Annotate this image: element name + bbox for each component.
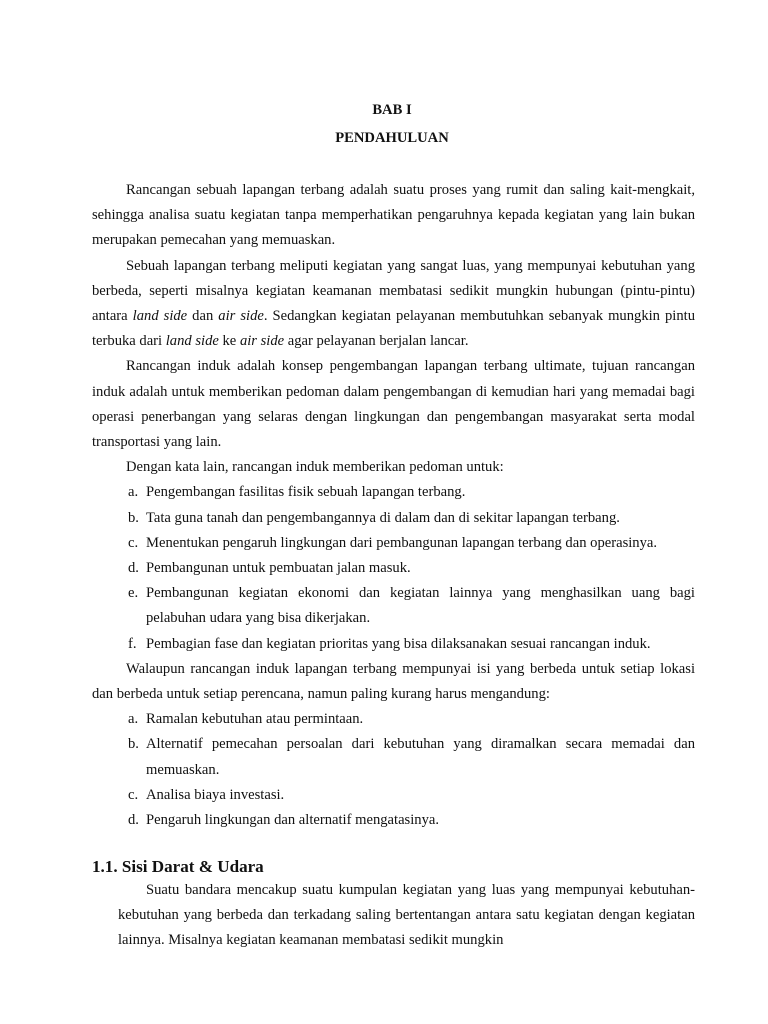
term-land-side: land side xyxy=(165,333,219,350)
paragraph-4: Dengan kata lain, rancangan induk memberikan pedoman untuk: xyxy=(126,459,504,476)
paragraph-5: Walaupun rancangan induk lapangan terbang mempunyai isi yang berbeda untuk setiap lokasi dan berbeda untuk setiap perencana, namun paling kurang harus mengandung: xyxy=(92,660,695,703)
list-marker: b. xyxy=(128,509,139,526)
list-marker: a. xyxy=(128,711,139,728)
list-marker: d. xyxy=(128,812,139,829)
list-item xyxy=(92,506,695,531)
list-item xyxy=(92,732,695,782)
term-land-side: land side xyxy=(132,308,188,325)
term-air-side: air side xyxy=(239,333,285,350)
list-marker: a. xyxy=(128,484,139,501)
list-item xyxy=(92,808,695,833)
list-item-text: Pembangunan kegiatan ekonomi dan kegiatan lainnya yang menghasilkan uang bagi pelabuhan udara yang bisa dikerjakan. xyxy=(146,585,695,627)
list-item xyxy=(92,632,695,657)
paragraph-2 xyxy=(92,254,695,355)
list-marker: f. xyxy=(128,635,137,652)
list-item-text: Menentukan pengaruh lingkungan dari pembangunan lapangan terbang dan operasinya. xyxy=(146,534,658,551)
list-marker: b. xyxy=(128,736,139,753)
list-marker: c. xyxy=(128,786,139,803)
list-marker: c. xyxy=(128,534,139,551)
master-plan-contents-list xyxy=(92,707,695,833)
list-marker: d. xyxy=(128,560,139,577)
list-item xyxy=(92,783,695,808)
paragraph-2-text: . Sedangkan kegiatan pelayanan membutuhkan sebanyak mungkin pintu terbuka dari xyxy=(92,308,695,350)
paragraph-2-text: ke xyxy=(218,333,240,350)
paragraph-1: Rancangan sebuah lapangan terbang adalah suatu proses yang rumit dan saling kait-mengkait, sehingga analisa suatu kegiatan tanpa memperhatikan pengaruhnya kepada kegiatan yang lain bukan merupakan pemecahan yang memuaskan. xyxy=(92,182,695,249)
chapter-body xyxy=(92,178,695,833)
list-item xyxy=(92,556,695,581)
section-heading: 1.1. Sisi Darat & Udara xyxy=(92,857,264,876)
list-item-text: Ramalan kebutuhan atau permintaan. xyxy=(146,711,364,728)
section-body xyxy=(118,878,695,954)
paragraph-2-text: dan xyxy=(187,308,219,325)
list-item-text: Pengembangan fasilitas fisik sebuah lapangan terbang. xyxy=(146,484,466,501)
master-plan-guidelines-list xyxy=(92,480,695,656)
paragraph-3: Rancangan induk adalah konsep pengembangan lapangan terbang ultimate, tujuan rancangan induk adalah untuk memberikan pedoman dalam pengembangan di kemudian hari yang memadai bagi operasi penerbangan yang selaras dengan lingkungan dan pengembangan masyarakat serta modal transportasi yang lain. xyxy=(92,358,695,451)
chapter-number: BAB I xyxy=(372,102,412,118)
list-item xyxy=(92,707,695,732)
list-item-text: Tata guna tanah dan pengembangannya di dalam dan di sekitar lapangan terbang. xyxy=(146,509,620,526)
list-item xyxy=(92,480,695,505)
section-paragraph: Suatu bandara mencakup suatu kumpulan kegiatan yang luas yang mempunyai kebutuhan-kebutuhan yang berbeda dan terkadang saling bertentangan antara satu kegiatan dengan kegiatan lainnya. Misalnya kegiatan keamanan membatasi sedikit mungkin xyxy=(118,882,695,949)
list-item-text: Pengaruh lingkungan dan alternatif mengatasinya. xyxy=(146,812,440,829)
chapter-title: PENDAHULUAN xyxy=(335,130,449,146)
list-item-text: Pembagian fase dan kegiatan prioritas yang bisa dilaksanakan sesuai rancangan induk. xyxy=(146,635,651,652)
list-item-text: Pembangunan untuk pembuatan jalan masuk. xyxy=(146,560,411,577)
term-air-side: air side xyxy=(218,308,264,325)
list-item-text: Analisa biaya investasi. xyxy=(146,786,285,803)
list-item-text: Alternatif pemecahan persoalan dari kebutuhan yang diramalkan secara memadai dan memuaskan. xyxy=(146,736,695,778)
paragraph-2-text: agar pelayanan berjalan lancar. xyxy=(284,333,469,350)
list-item xyxy=(92,531,695,556)
paragraph-2-text: Sebuah lapangan terbang meliputi kegiatan yang sangat luas, yang mempunyai kebutuhan yang berbeda, seperti misalnya kegiatan keamanan membatasi sedikit mungkin hubungan (pintu-pintu) antara xyxy=(92,257,695,325)
list-marker: e. xyxy=(128,585,139,602)
list-item xyxy=(92,581,695,631)
